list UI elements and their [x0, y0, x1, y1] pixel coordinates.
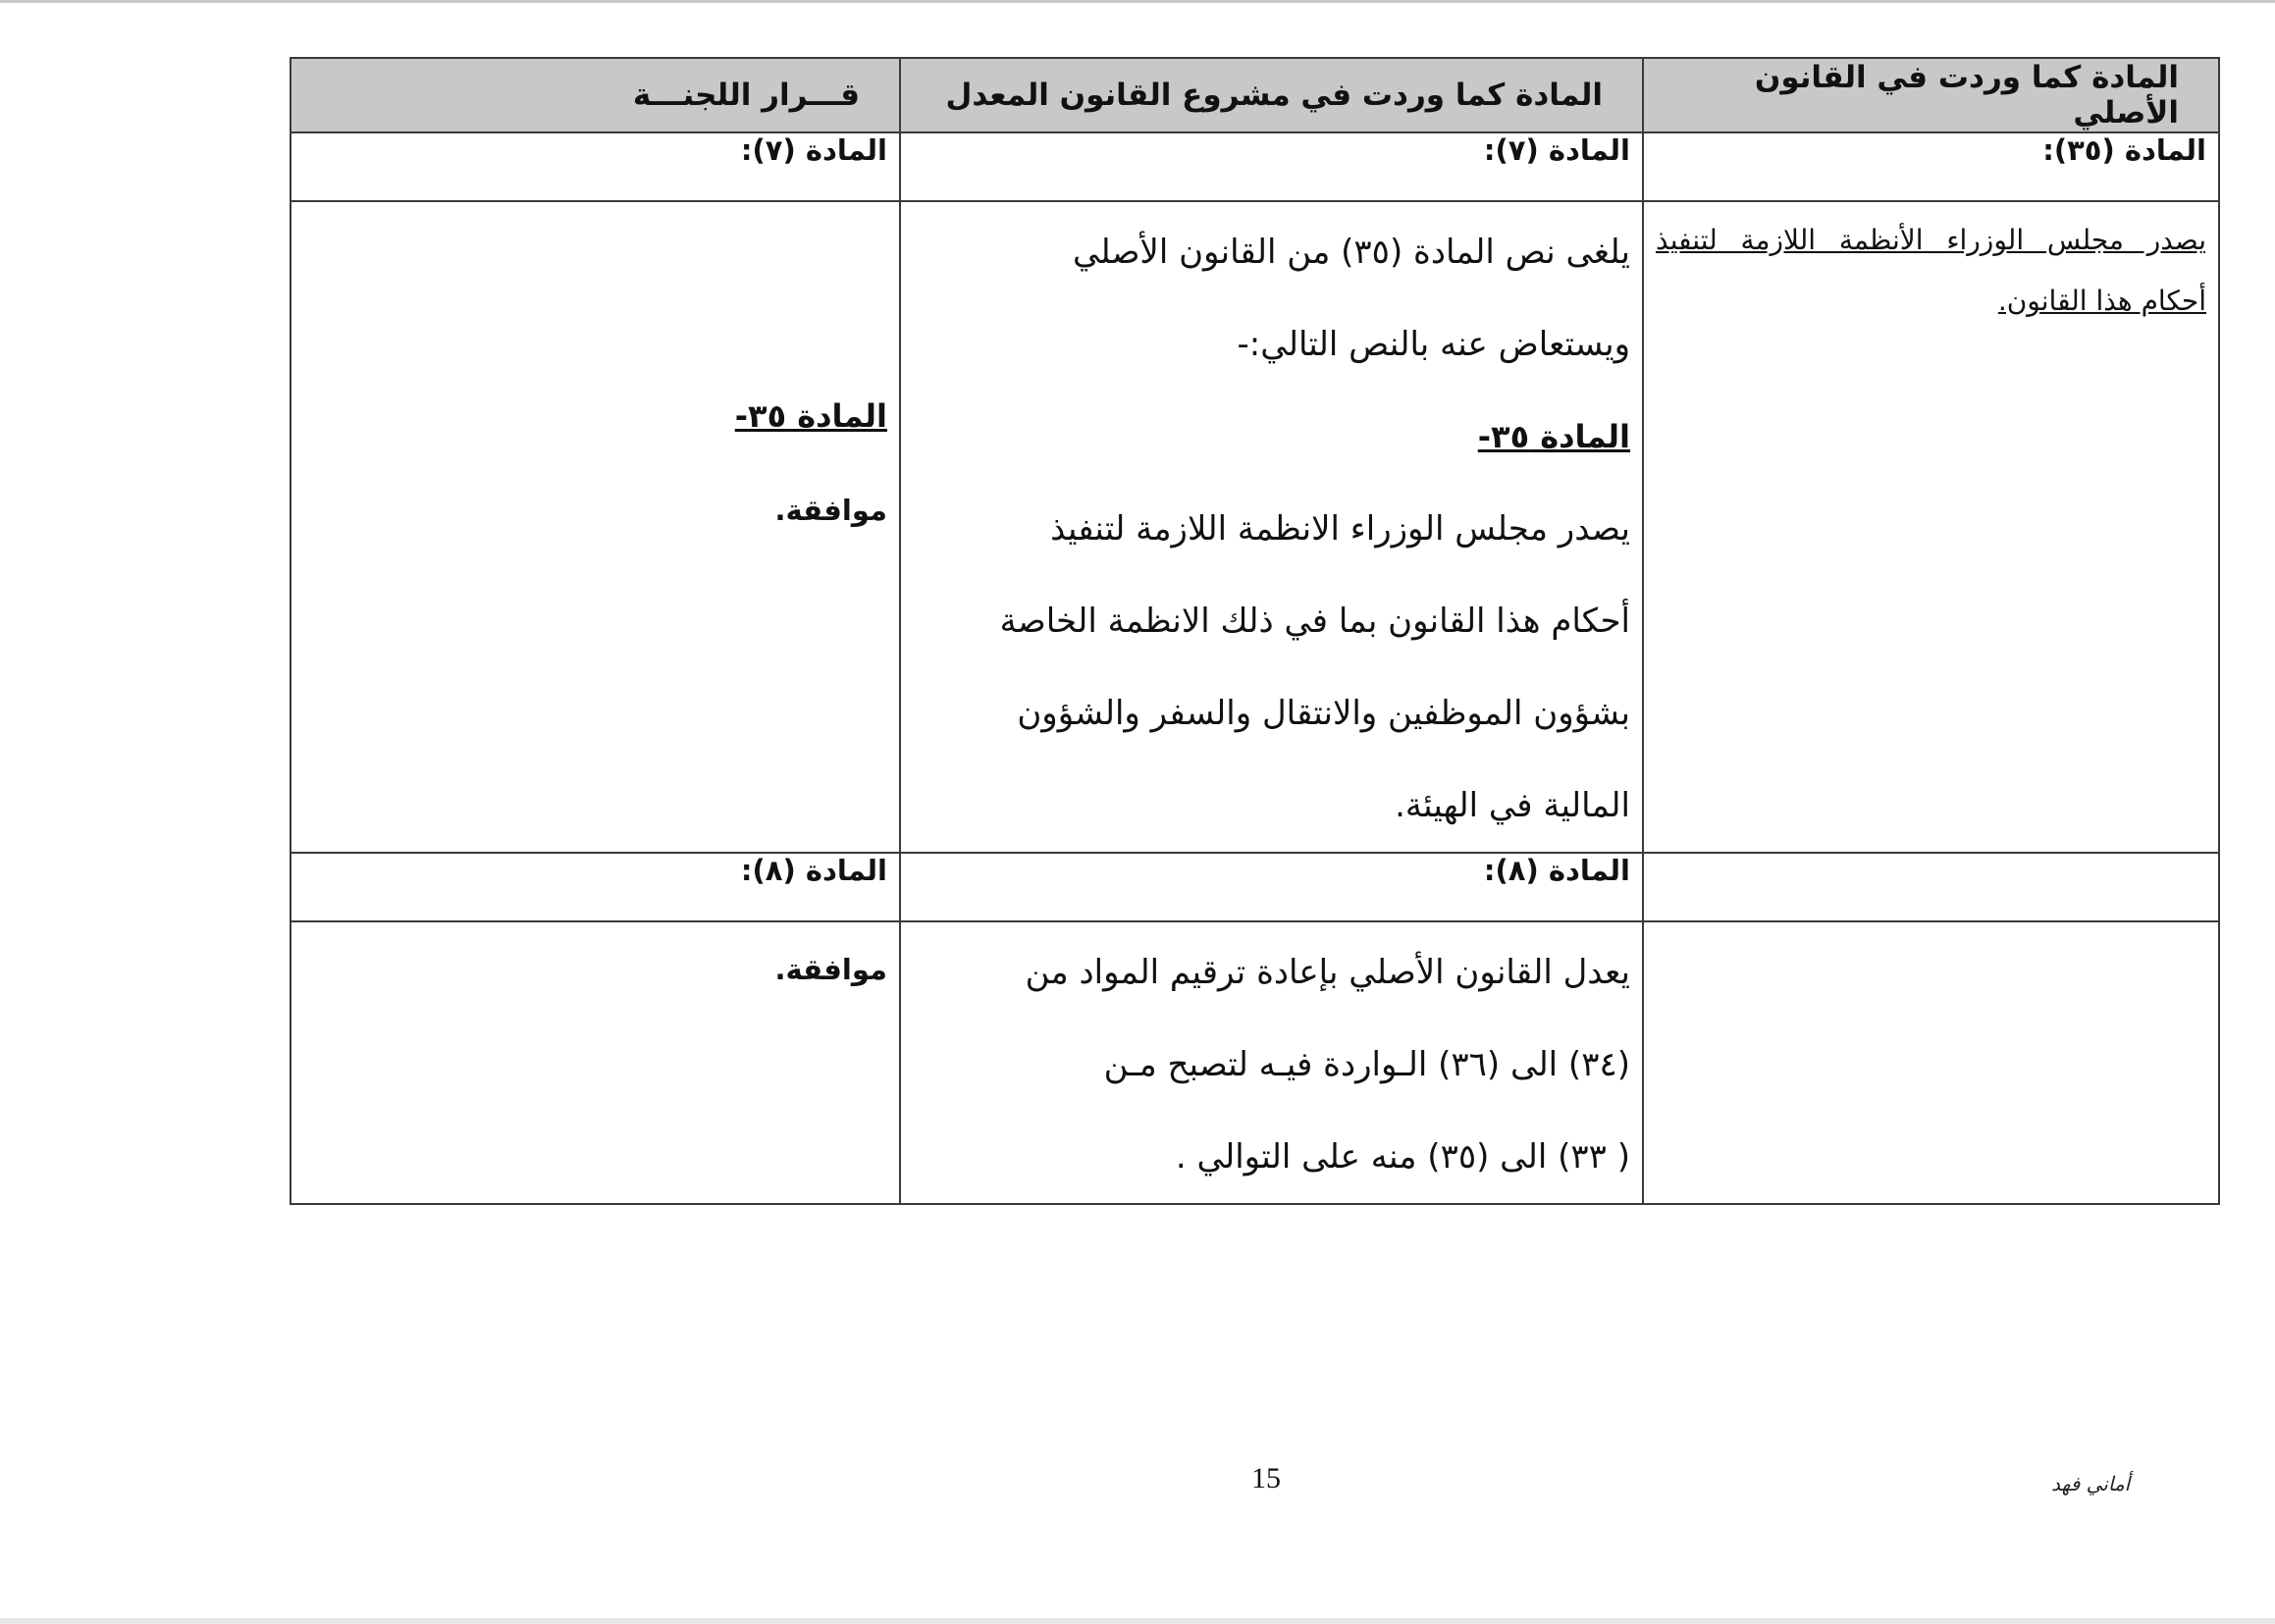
original-text-cell	[1643, 201, 2219, 853]
amended-line: يعدل القانون الأصلي بإعادة ترقيم المواد من	[1025, 953, 1630, 992]
amended-line: ويستعاض عنه بالنص التالي:-	[1237, 325, 1630, 364]
amended-article-label: المادة (٧):	[900, 132, 1643, 201]
table-row	[291, 853, 2219, 921]
amended-line: أحكام هذا القانون بما في ذلك الانظمة الخاصة	[999, 602, 1630, 641]
committee-decision: موافقة.	[774, 953, 887, 986]
amended-text-cell	[900, 201, 1643, 853]
page-number: 15	[1251, 1462, 1281, 1494]
top-rule	[0, 0, 2275, 3]
committee-cell	[291, 201, 900, 853]
amended-line: بشؤون الموظفين والانتقال والسفر والشؤون	[1017, 694, 1630, 733]
original-article-label: المادة (٣٥):	[1643, 132, 2219, 201]
committee-article-label: المادة (٧):	[291, 132, 900, 201]
original-article-text: يصدر مجلس الوزراء الأنظمة اللازمة لتنفيذ أحكام هذا القانون.	[1656, 224, 2206, 317]
original-article-label	[1643, 853, 2219, 921]
original-text-cell	[1643, 921, 2219, 1204]
committee-cell	[291, 921, 900, 1204]
header-amended-law: المادة كما وردت في مشروع القانون المعدل	[900, 58, 1643, 132]
amended-line: المالية في الهيئة.	[1395, 786, 1630, 825]
header-row	[291, 58, 2219, 132]
committee-article-heading: المادة ٣٥-	[734, 397, 887, 435]
committee-decision: موافقة.	[774, 494, 887, 527]
amended-line: يلغى نص المادة (٣٥) من القانون الأصلي	[1072, 233, 1630, 272]
committee-article-label: المادة (٨):	[291, 853, 900, 921]
table-row	[291, 921, 2219, 1204]
comparison-table	[290, 57, 2220, 1205]
signature: أماني فهد	[2051, 1472, 2131, 1495]
amended-article-heading: المادة ٣٥-	[1477, 418, 1630, 455]
header-original-law: المادة كما وردت في القانون الأصلي	[1643, 58, 2219, 132]
amended-article-label: المادة (٨):	[900, 853, 1643, 921]
amended-line: ( ٣٣) الى (٣٥) منه على التوالي .	[1175, 1137, 1630, 1177]
amended-text-cell	[900, 921, 1643, 1204]
amended-line: (٣٤) الى (٣٦) الـواردة فيـه لتصبح مـن	[1103, 1045, 1630, 1084]
table-row	[291, 132, 2219, 201]
header-committee-decision: قـــرار اللجنـــة	[291, 58, 900, 132]
table-row	[291, 201, 2219, 853]
amended-line: يصدر مجلس الوزراء الانظمة اللازمة لتنفيذ	[1050, 509, 1630, 549]
bottom-band	[0, 1618, 2275, 1624]
